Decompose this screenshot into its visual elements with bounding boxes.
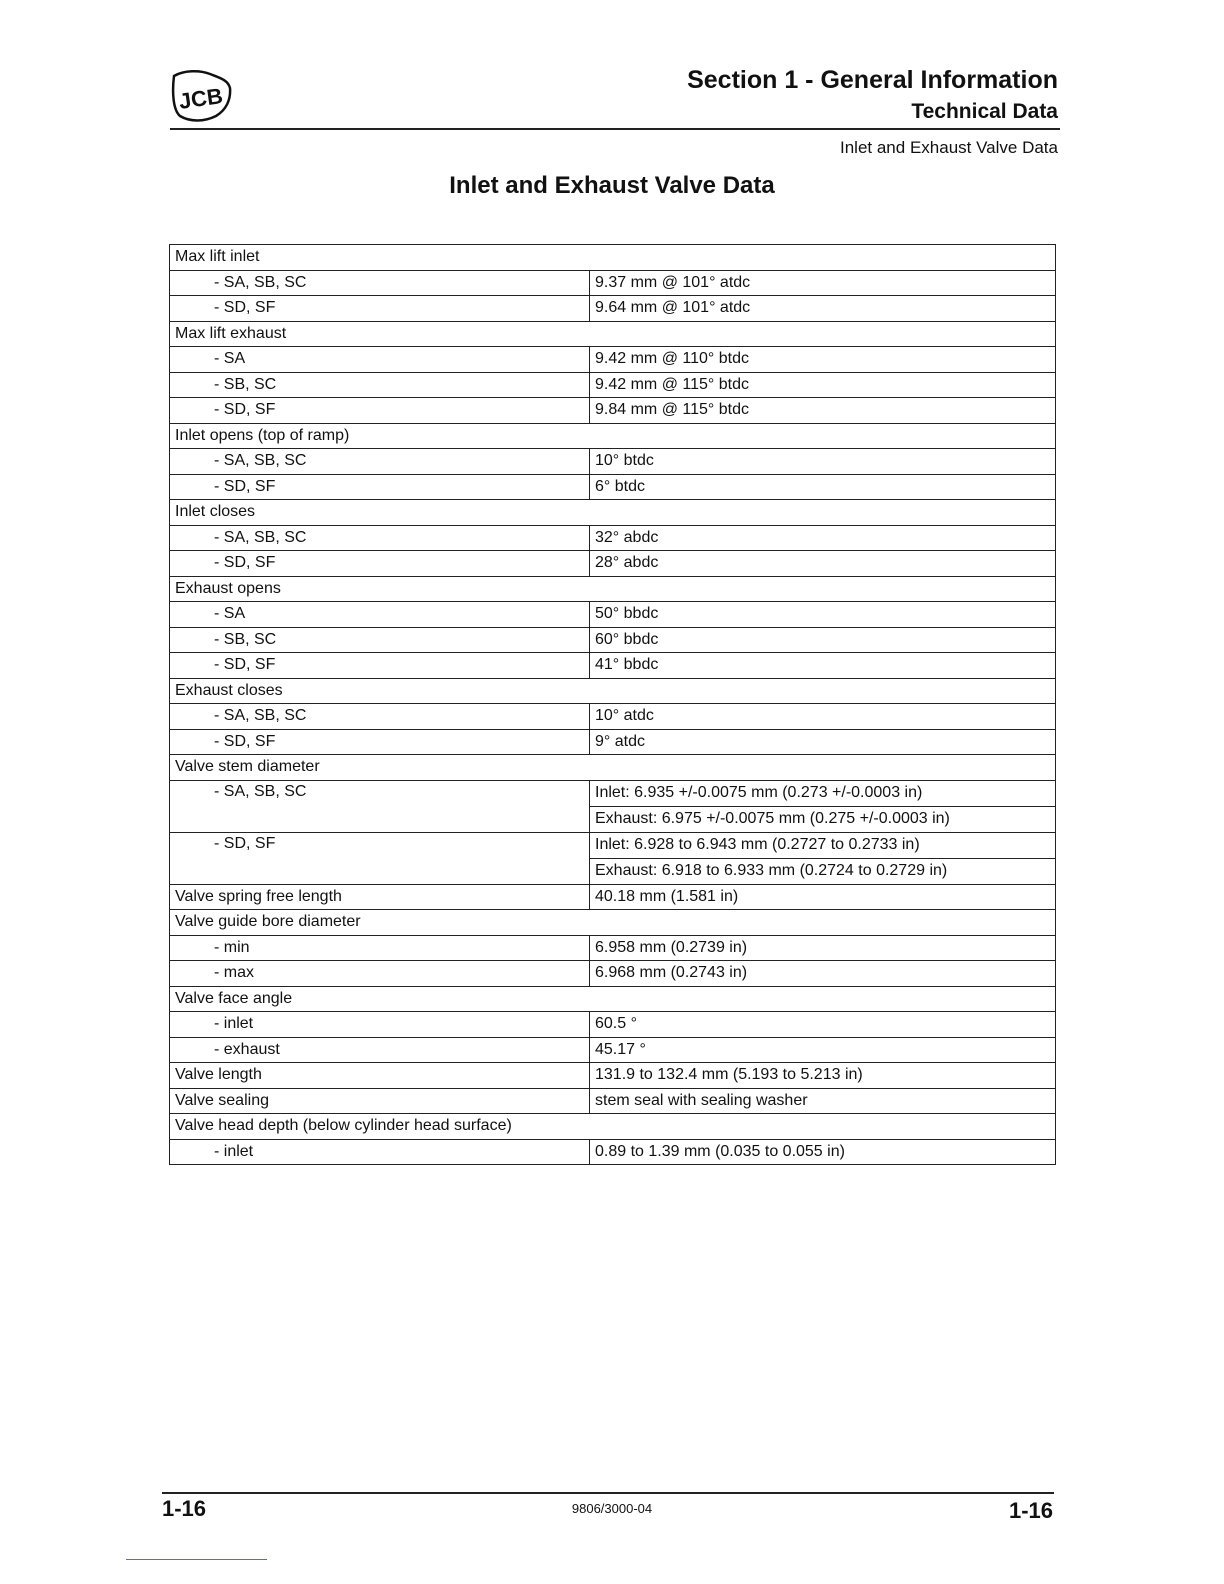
group-label: Inlet closes bbox=[170, 500, 1056, 526]
row-value: Inlet: 6.928 to 6.943 mm (0.2727 to 0.2733 in) bbox=[590, 832, 1056, 858]
group-row bbox=[170, 986, 1056, 1012]
table-row bbox=[170, 1063, 1056, 1089]
group-label: Exhaust opens bbox=[170, 576, 1056, 602]
row-label: - max bbox=[170, 961, 590, 987]
table-row bbox=[170, 270, 1056, 296]
page-number-left: 1-16 bbox=[162, 1496, 207, 1521]
table-row bbox=[170, 653, 1056, 679]
group-label: Exhaust closes bbox=[170, 678, 1056, 704]
row-label: - SA bbox=[170, 347, 590, 373]
row-value: 60.5 ° bbox=[590, 1012, 1056, 1038]
row-value: 9.42 mm @ 115° btdc bbox=[590, 372, 1056, 398]
row-value: 6° btdc bbox=[590, 474, 1056, 500]
row-value: Exhaust: 6.918 to 6.933 mm (0.2724 to 0.2729 in) bbox=[590, 858, 1056, 884]
row-label: - SA, SB, SC bbox=[170, 780, 590, 832]
group-row bbox=[170, 755, 1056, 781]
group-row bbox=[170, 576, 1056, 602]
document-number: 9806/3000-04 bbox=[571, 1501, 653, 1516]
table-row bbox=[170, 372, 1056, 398]
table-row bbox=[170, 780, 1056, 806]
row-label: - SD, SF bbox=[170, 398, 590, 424]
valve-data-table bbox=[169, 244, 1056, 1165]
table-row bbox=[170, 449, 1056, 475]
row-value: 9.84 mm @ 115° btdc bbox=[590, 398, 1056, 424]
group-row bbox=[170, 423, 1056, 449]
row-label: - SA, SB, SC bbox=[170, 704, 590, 730]
row-label: - SD, SF bbox=[170, 653, 590, 679]
table-row bbox=[170, 1037, 1056, 1063]
row-value: 10° atdc bbox=[590, 704, 1056, 730]
table-row bbox=[170, 935, 1056, 961]
subsection-title: Technical Data bbox=[911, 100, 1058, 123]
row-value: Exhaust: 6.975 +/-0.0075 mm (0.275 +/-0.0003 in) bbox=[590, 806, 1056, 832]
table-row bbox=[170, 347, 1056, 373]
row-value: 28° abdc bbox=[590, 551, 1056, 577]
group-row bbox=[170, 678, 1056, 704]
table-row bbox=[170, 729, 1056, 755]
row-label: - SD, SF bbox=[170, 296, 590, 322]
header-rule bbox=[170, 128, 1060, 130]
table-row bbox=[170, 525, 1056, 551]
table-row bbox=[170, 627, 1056, 653]
table-row bbox=[170, 551, 1056, 577]
row-value: 6.958 mm (0.2739 in) bbox=[590, 935, 1056, 961]
row-value: 60° bbdc bbox=[590, 627, 1056, 653]
group-row bbox=[170, 1114, 1056, 1140]
group-label: Valve stem diameter bbox=[170, 755, 1056, 781]
row-label: - exhaust bbox=[170, 1037, 590, 1063]
table-row bbox=[170, 961, 1056, 987]
group-label: Valve head depth (below cylinder head surface) bbox=[170, 1114, 1056, 1140]
row-value: 0.89 to 1.39 mm (0.035 to 0.055 in) bbox=[590, 1139, 1056, 1165]
section-title: Section 1 - General Information bbox=[687, 66, 1058, 94]
table-row bbox=[170, 884, 1056, 910]
page-number-right: 1-16 bbox=[1008, 1498, 1053, 1523]
row-value: 9.64 mm @ 101° atdc bbox=[590, 296, 1056, 322]
group-label: Max lift exhaust bbox=[170, 321, 1056, 347]
row-label: Valve sealing bbox=[170, 1088, 590, 1114]
row-label: Valve spring free length bbox=[170, 884, 590, 910]
row-label: - SD, SF bbox=[170, 551, 590, 577]
row-label: - SD, SF bbox=[170, 729, 590, 755]
row-label: - SA, SB, SC bbox=[170, 525, 590, 551]
row-value: 9.37 mm @ 101° atdc bbox=[590, 270, 1056, 296]
table-row bbox=[170, 1012, 1056, 1038]
row-label: - SA, SB, SC bbox=[170, 270, 590, 296]
row-value: 41° bbdc bbox=[590, 653, 1056, 679]
table-row bbox=[170, 296, 1056, 322]
footer-rule bbox=[162, 1492, 1054, 1494]
jcb-logo bbox=[170, 66, 232, 124]
table-row bbox=[170, 398, 1056, 424]
row-label: - SD, SF bbox=[170, 474, 590, 500]
row-value: 50° bbdc bbox=[590, 602, 1056, 628]
table-row bbox=[170, 474, 1056, 500]
group-label: Max lift inlet bbox=[170, 245, 1056, 271]
scan-artifact-line bbox=[126, 1559, 267, 1560]
group-row bbox=[170, 910, 1056, 936]
row-value: stem seal with sealing washer bbox=[590, 1088, 1056, 1114]
row-value: 6.968 mm (0.2743 in) bbox=[590, 961, 1056, 987]
row-label: - inlet bbox=[170, 1139, 590, 1165]
group-label: Inlet opens (top of ramp) bbox=[170, 423, 1056, 449]
row-value: Inlet: 6.935 +/-0.0075 mm (0.273 +/-0.0003 in) bbox=[590, 780, 1056, 806]
breadcrumb: Inlet and Exhaust Valve Data bbox=[840, 138, 1058, 157]
table-row bbox=[170, 1139, 1056, 1165]
row-value: 10° btdc bbox=[590, 449, 1056, 475]
group-label: Valve face angle bbox=[170, 986, 1056, 1012]
row-label: - SA bbox=[170, 602, 590, 628]
table-row bbox=[170, 704, 1056, 730]
row-label: - SA, SB, SC bbox=[170, 449, 590, 475]
row-label: Valve length bbox=[170, 1063, 590, 1089]
row-value: 131.9 to 132.4 mm (5.193 to 5.213 in) bbox=[590, 1063, 1056, 1089]
row-label: - SD, SF bbox=[170, 832, 590, 884]
page-title: Inlet and Exhaust Valve Data bbox=[449, 172, 775, 199]
group-row bbox=[170, 245, 1056, 271]
row-label: - inlet bbox=[170, 1012, 590, 1038]
group-row bbox=[170, 321, 1056, 347]
table-row bbox=[170, 832, 1056, 858]
svg-text:JCB: JCB bbox=[177, 83, 225, 114]
row-label: - min bbox=[170, 935, 590, 961]
row-label: - SB, SC bbox=[170, 627, 590, 653]
group-label: Valve guide bore diameter bbox=[170, 910, 1056, 936]
group-row bbox=[170, 500, 1056, 526]
table-row bbox=[170, 1088, 1056, 1114]
row-value: 9° atdc bbox=[590, 729, 1056, 755]
row-value: 45.17 ° bbox=[590, 1037, 1056, 1063]
row-label: - SB, SC bbox=[170, 372, 590, 398]
table-row bbox=[170, 602, 1056, 628]
row-value: 32° abdc bbox=[590, 525, 1056, 551]
row-value: 9.42 mm @ 110° btdc bbox=[590, 347, 1056, 373]
row-value: 40.18 mm (1.581 in) bbox=[590, 884, 1056, 910]
